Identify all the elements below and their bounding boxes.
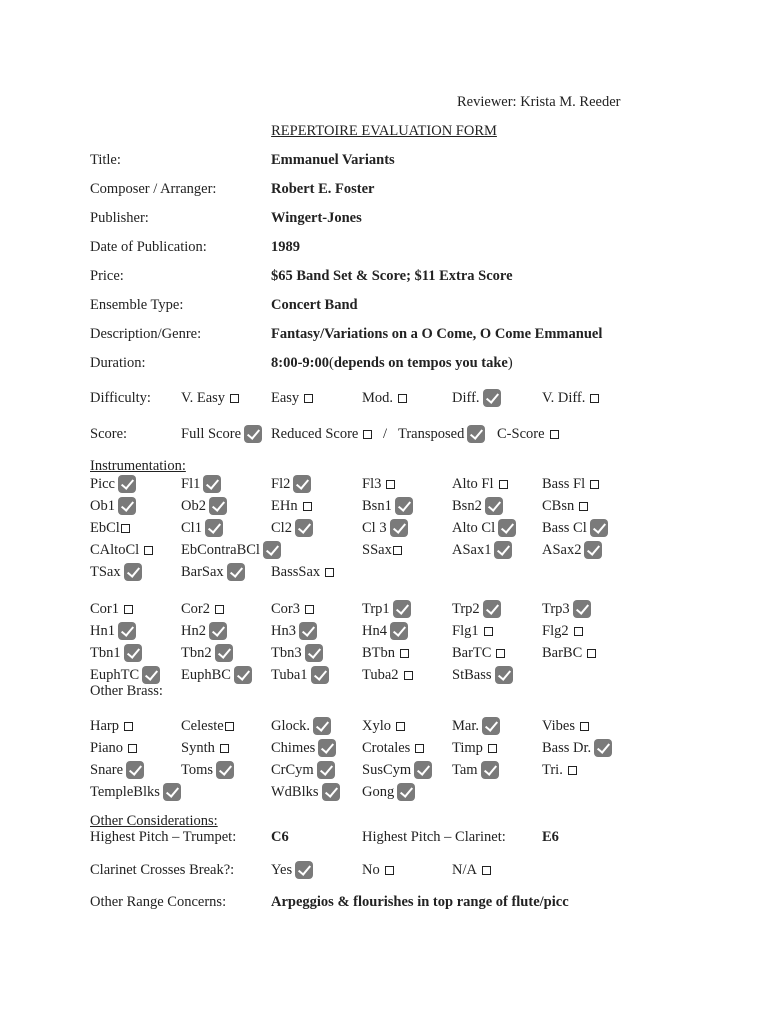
option-label: SusCym [362, 761, 412, 778]
instrument-checkbox[interactable] [90, 539, 153, 561]
field-row [0, 294, 768, 316]
empty-checkbox-icon[interactable] [128, 744, 137, 753]
option-label: Timp [452, 739, 483, 756]
checkmark-icon[interactable] [203, 475, 221, 493]
checkmark-icon[interactable] [483, 600, 501, 618]
option-label: Flg2 [542, 622, 569, 639]
field-value: Fantasy/Variations on a O Come, O Come Emmanuel [271, 325, 603, 342]
other-brass-label: Other Brass: [90, 682, 163, 699]
difficulty-option[interactable] [181, 387, 239, 409]
option-label: Alto Cl [452, 519, 496, 536]
checkmark-icon[interactable] [227, 563, 245, 581]
option-label: Cor3 [271, 600, 300, 617]
option-label: BassSax [271, 563, 321, 580]
instrument-checkbox[interactable] [542, 495, 588, 517]
checkmark-icon[interactable] [482, 717, 500, 735]
option-label: Tbn3 [271, 644, 302, 661]
option-label: Piano [90, 739, 124, 756]
option-label: BarSax [181, 563, 224, 580]
option-label: Ob1 [90, 497, 115, 514]
instrument-checkbox[interactable] [452, 598, 501, 620]
option-label: Hn2 [181, 622, 206, 639]
empty-checkbox-icon[interactable] [121, 524, 130, 533]
instrument-checkbox[interactable] [271, 759, 335, 781]
instrument-checkbox[interactable] [542, 517, 608, 539]
other-considerations-heading: Other Considerations: [90, 812, 218, 829]
instrument-checkbox[interactable] [452, 664, 513, 686]
range-concerns-value: Arpeggios & flourishes in top range of flute/picc [271, 893, 569, 910]
instrument-checkbox[interactable] [452, 517, 516, 539]
instrument-checkbox[interactable] [362, 539, 402, 561]
option-label: V. Diff. [542, 389, 586, 406]
instrument-checkbox[interactable] [542, 539, 602, 561]
option-label: Flg1 [452, 622, 479, 639]
score-separator: / [383, 425, 388, 442]
empty-checkbox-icon[interactable] [590, 480, 599, 489]
instrument-checkbox[interactable] [90, 517, 130, 539]
empty-checkbox-icon[interactable] [363, 430, 372, 439]
instrument-checkbox[interactable] [90, 642, 142, 664]
option-label: Crotales [362, 739, 411, 756]
option-label: Hn1 [90, 622, 115, 639]
empty-checkbox-icon[interactable] [144, 546, 153, 555]
empty-checkbox-icon[interactable] [124, 722, 133, 731]
option-label: Trp1 [362, 600, 390, 617]
checkmark-icon[interactable] [295, 519, 313, 537]
difficulty-option[interactable] [362, 387, 407, 409]
difficulty-option[interactable] [271, 387, 313, 409]
checkmark-icon[interactable] [216, 761, 234, 779]
score-row [0, 423, 768, 445]
option-label: Cl2 [271, 519, 292, 536]
duration-label: Duration: [90, 354, 146, 371]
option-label: Hn4 [362, 622, 387, 639]
difficulty-option[interactable] [542, 387, 599, 409]
field-label: Title: [90, 151, 121, 168]
instrument-checkbox[interactable] [90, 737, 137, 759]
option-label: Tam [452, 761, 478, 778]
checkmark-icon[interactable] [390, 622, 408, 640]
instrument-checkbox[interactable] [362, 715, 405, 737]
instrument-checkbox[interactable] [542, 598, 591, 620]
empty-checkbox-icon[interactable] [587, 649, 596, 658]
checkmark-icon[interactable] [293, 475, 311, 493]
clarinet-break-option[interactable] [452, 859, 491, 881]
empty-checkbox-icon[interactable] [579, 502, 588, 511]
instrument-checkbox[interactable] [271, 495, 312, 517]
option-label: EuphTC [90, 666, 140, 683]
duration-paren-close: ) [507, 354, 513, 371]
option-label: Alto Fl [452, 475, 494, 492]
clarinet-break-option[interactable] [271, 859, 313, 881]
option-label: Trp3 [542, 600, 570, 617]
duration-value: 8:00-9:00 [271, 354, 329, 371]
option-label: Cor2 [181, 600, 210, 617]
instrument-checkbox[interactable] [452, 539, 512, 561]
option-label: ASax2 [542, 541, 582, 558]
empty-checkbox-icon[interactable] [482, 866, 491, 875]
instrument-checkbox[interactable] [181, 539, 281, 561]
score-full-label: Full Score [181, 425, 242, 442]
instrument-checkbox[interactable] [181, 620, 227, 642]
option-label: V. Easy [181, 389, 226, 406]
instrument-checkbox[interactable] [181, 517, 223, 539]
checkmark-icon[interactable] [322, 783, 340, 801]
instrument-checkbox[interactable] [271, 473, 311, 495]
empty-checkbox-icon[interactable] [499, 480, 508, 489]
instrument-checkbox[interactable] [90, 620, 136, 642]
option-label: Fl2 [271, 475, 291, 492]
empty-checkbox-icon[interactable] [404, 671, 413, 680]
clarinet-break-label: Clarinet Crosses Break?: [90, 861, 235, 878]
option-label: CAltoCl [90, 541, 140, 558]
checkmark-icon[interactable] [311, 666, 329, 684]
difficulty-row [0, 387, 768, 409]
score-option-full[interactable] [181, 423, 262, 445]
empty-checkbox-icon[interactable] [215, 605, 224, 614]
checkmark-icon[interactable] [209, 497, 227, 515]
instrument-checkbox[interactable] [542, 620, 583, 642]
field-value: 1989 [271, 238, 300, 255]
instrument-checkbox[interactable] [452, 495, 503, 517]
instrument-checkbox[interactable] [271, 737, 336, 759]
score-cscore-label: C-Score [497, 425, 545, 442]
option-label: Cl1 [181, 519, 202, 536]
checkmark-icon[interactable] [584, 541, 602, 559]
range-concerns-label: Other Range Concerns: [90, 893, 227, 910]
empty-checkbox-icon[interactable] [484, 627, 493, 636]
range-concerns-row [0, 891, 768, 913]
checkmark-icon[interactable] [390, 519, 408, 537]
checkmark-icon[interactable] [205, 519, 223, 537]
empty-checkbox-icon[interactable] [415, 744, 424, 753]
option-label: CBsn [542, 497, 575, 514]
field-label: Composer / Arranger: [90, 180, 217, 197]
empty-checkbox-icon[interactable] [220, 744, 229, 753]
option-label: Glock. [271, 717, 311, 734]
checkmark-icon[interactable] [495, 666, 513, 684]
checkmark-icon[interactable] [414, 761, 432, 779]
checkmark-icon[interactable] [263, 541, 281, 559]
instrument-checkbox[interactable] [452, 473, 508, 495]
empty-checkbox-icon[interactable] [400, 649, 409, 658]
checkmark-icon[interactable] [118, 475, 136, 493]
checkmark-icon[interactable] [317, 761, 335, 779]
option-label: EHn [271, 497, 298, 514]
instrument-checkbox[interactable] [452, 737, 497, 759]
instrument-checkbox[interactable] [362, 620, 408, 642]
option-label: EbContraBCl [181, 541, 260, 558]
option-label: TempleBlks [90, 783, 160, 800]
checkmark-icon[interactable] [124, 563, 142, 581]
clarinet-break-row [0, 859, 768, 881]
instrument-checkbox[interactable] [90, 759, 144, 781]
instrument-checkbox[interactable] [362, 517, 408, 539]
clarinet-pitch-label: Highest Pitch – Clarinet: [362, 828, 506, 845]
empty-checkbox-icon[interactable] [304, 394, 313, 403]
score-transposed-label: Transposed [398, 425, 465, 442]
checkmark-icon[interactable] [124, 644, 142, 662]
checkmark-icon[interactable] [494, 541, 512, 559]
instrument-checkbox[interactable] [271, 561, 334, 583]
option-label: CrCym [271, 761, 314, 778]
instrument-checkbox[interactable] [271, 642, 323, 664]
instrument-checkbox[interactable] [271, 781, 340, 803]
field-row [0, 323, 768, 345]
instrument-checkbox[interactable] [362, 642, 409, 664]
score-option-reduced[interactable] [271, 423, 372, 445]
option-label: Celeste [181, 717, 224, 734]
option-label: No [362, 861, 380, 878]
score-label: Score: [90, 425, 128, 442]
duration-note: depends on tempos you take [333, 354, 508, 371]
difficulty-option[interactable] [452, 387, 501, 409]
option-label: EuphBC [181, 666, 231, 683]
field-label: Ensemble Type: [90, 296, 184, 313]
field-row [0, 207, 768, 229]
score-reduced-label: Reduced Score [271, 425, 359, 442]
option-label: Snare [90, 761, 124, 778]
option-label: Tbn1 [90, 644, 121, 661]
field-row [0, 149, 768, 171]
option-label: Toms [181, 761, 214, 778]
option-label: Gong [362, 783, 395, 800]
field-row [0, 178, 768, 200]
instrument-checkbox[interactable] [181, 561, 245, 583]
empty-checkbox-icon[interactable] [225, 722, 234, 731]
checkmark-icon[interactable] [126, 761, 144, 779]
instrument-checkbox[interactable] [271, 664, 329, 686]
field-label: Description/Genre: [90, 325, 202, 342]
empty-checkbox-icon[interactable] [580, 722, 589, 731]
instrument-checkbox[interactable] [181, 715, 234, 737]
instrument-checkbox[interactable] [362, 759, 432, 781]
duration-row [0, 352, 768, 374]
trumpet-pitch-value: C6 [271, 828, 289, 845]
option-label: Trp2 [452, 600, 480, 617]
option-label: TSax [90, 563, 121, 580]
checkmark-icon[interactable] [483, 389, 501, 407]
instrument-checkbox[interactable] [542, 642, 596, 664]
checkmark-icon[interactable] [313, 717, 331, 735]
empty-checkbox-icon[interactable] [396, 722, 405, 731]
form-title: REPERTOIRE EVALUATION FORM [271, 123, 497, 139]
checkmark-icon[interactable] [467, 425, 485, 443]
instrument-checkbox[interactable] [181, 642, 233, 664]
empty-checkbox-icon[interactable] [386, 480, 395, 489]
option-label: Bass Fl [542, 475, 586, 492]
checkmark-icon[interactable] [393, 600, 411, 618]
option-label: BarBC [542, 644, 583, 661]
checkmark-icon[interactable] [481, 761, 499, 779]
instrument-checkbox[interactable] [181, 664, 252, 686]
reviewer-line: Reviewer: Krista M. Reeder [457, 93, 621, 110]
field-value: Wingert-Jones [271, 209, 362, 226]
option-label: Diff. [452, 389, 480, 406]
field-value: Emmanuel Variants [271, 151, 395, 168]
empty-checkbox-icon[interactable] [568, 766, 577, 775]
option-label: StBass [452, 666, 492, 683]
checkmark-icon[interactable] [485, 497, 503, 515]
checkmark-icon[interactable] [244, 425, 262, 443]
option-label: Tuba2 [362, 666, 399, 683]
option-label: Tri. [542, 761, 563, 778]
option-label: Synth [181, 739, 215, 756]
field-value: Robert E. Foster [271, 180, 375, 197]
option-label: SSax [362, 541, 392, 558]
option-label: Picc [90, 475, 115, 492]
option-label: Harp [90, 717, 119, 734]
instrument-checkbox[interactable] [271, 715, 331, 737]
checkmark-icon[interactable] [209, 622, 227, 640]
clarinet-pitch-value: E6 [542, 828, 559, 845]
empty-checkbox-icon[interactable] [305, 605, 314, 614]
instrument-checkbox[interactable] [90, 781, 181, 803]
option-label: Bsn1 [362, 497, 392, 514]
field-value: Concert Band [271, 296, 358, 313]
instrument-checkbox[interactable] [362, 737, 424, 759]
instrument-checkbox[interactable] [452, 715, 500, 737]
instrument-checkbox[interactable] [90, 495, 136, 517]
instrument-checkbox[interactable] [181, 495, 227, 517]
difficulty-label: Difficulty: [90, 389, 151, 406]
instrument-checkbox[interactable] [90, 561, 142, 583]
option-label: Bass Cl [542, 519, 587, 536]
clarinet-break-option[interactable] [362, 859, 394, 881]
instrument-checkbox[interactable] [181, 473, 221, 495]
instrument-checkbox[interactable] [181, 759, 234, 781]
score-option-cscore[interactable] [497, 423, 559, 445]
instrument-checkbox[interactable] [542, 715, 589, 737]
instrument-checkbox[interactable] [271, 517, 313, 539]
empty-checkbox-icon[interactable] [393, 546, 402, 555]
instrument-checkbox[interactable] [181, 598, 224, 620]
empty-checkbox-icon[interactable] [325, 568, 334, 577]
instrument-checkbox[interactable] [362, 664, 413, 686]
checkmark-icon[interactable] [299, 622, 317, 640]
option-label: BarTC [452, 644, 492, 661]
instrument-checkbox[interactable] [271, 598, 314, 620]
option-label: EbCl [90, 519, 120, 536]
option-label: ASax1 [452, 541, 492, 558]
checkmark-icon[interactable] [234, 666, 252, 684]
instrument-checkbox[interactable] [542, 737, 612, 759]
instrument-checkbox[interactable] [362, 495, 413, 517]
option-label: Mod. [362, 389, 394, 406]
empty-checkbox-icon[interactable] [574, 627, 583, 636]
instrument-checkbox[interactable] [452, 759, 499, 781]
option-label: Fl1 [181, 475, 201, 492]
option-label: Yes [271, 861, 293, 878]
option-label: BTbn [362, 644, 396, 661]
empty-checkbox-icon[interactable] [550, 430, 559, 439]
option-label: Vibes [542, 717, 575, 734]
option-label: Bass Dr. [542, 739, 592, 756]
duration-paren-open: ( [329, 354, 334, 371]
option-label: Fl3 [362, 475, 382, 492]
empty-checkbox-icon[interactable] [488, 744, 497, 753]
option-label: Xylo [362, 717, 391, 734]
checkmark-icon[interactable] [163, 783, 181, 801]
field-label: Price: [90, 267, 124, 284]
field-label: Publisher: [90, 209, 149, 226]
empty-checkbox-icon[interactable] [385, 866, 394, 875]
option-label: Cor1 [90, 600, 119, 617]
instrumentation-heading: Instrumentation: [90, 457, 186, 474]
field-row [0, 265, 768, 287]
option-label: WdBlks [271, 783, 319, 800]
instrument-checkbox[interactable] [542, 473, 599, 495]
checkmark-icon[interactable] [215, 644, 233, 662]
option-label: Ob2 [181, 497, 206, 514]
empty-checkbox-icon[interactable] [124, 605, 133, 614]
option-label: Hn3 [271, 622, 296, 639]
highest-pitch-row [0, 826, 768, 848]
checkmark-icon[interactable] [118, 497, 136, 515]
empty-checkbox-icon[interactable] [590, 394, 599, 403]
checkmark-icon[interactable] [590, 519, 608, 537]
checkmark-icon[interactable] [118, 622, 136, 640]
instrument-checkbox[interactable] [452, 620, 493, 642]
option-label: Cl 3 [362, 519, 387, 536]
instrument-checkbox[interactable] [362, 598, 411, 620]
instrument-checkbox[interactable] [271, 620, 317, 642]
checkmark-icon[interactable] [295, 861, 313, 879]
checkmark-icon[interactable] [395, 497, 413, 515]
instrument-checkbox[interactable] [90, 598, 133, 620]
option-label: Bsn2 [452, 497, 482, 514]
trumpet-pitch-label: Highest Pitch – Trumpet: [90, 828, 237, 845]
empty-checkbox-icon[interactable] [230, 394, 239, 403]
checkmark-icon[interactable] [498, 519, 516, 537]
instrument-checkbox[interactable] [362, 473, 395, 495]
instrument-checkbox[interactable] [452, 642, 505, 664]
option-label: Chimes [271, 739, 316, 756]
option-label: Mar. [452, 717, 479, 734]
option-label: Tuba1 [271, 666, 308, 683]
checkmark-icon[interactable] [594, 739, 612, 757]
empty-checkbox-icon[interactable] [303, 502, 312, 511]
instrument-checkbox[interactable] [181, 737, 229, 759]
checkmark-icon[interactable] [573, 600, 591, 618]
checkmark-icon[interactable] [305, 644, 323, 662]
field-value: $65 Band Set & Score; $11 Extra Score [271, 267, 513, 284]
instrument-checkbox[interactable] [362, 781, 415, 803]
instrument-checkbox[interactable] [90, 473, 136, 495]
option-label: N/A [452, 861, 477, 878]
option-label: Easy [271, 389, 300, 406]
instrument-checkbox[interactable] [542, 759, 577, 781]
instrument-checkbox[interactable] [90, 715, 133, 737]
field-label: Date of Publication: [90, 238, 207, 255]
empty-checkbox-icon[interactable] [496, 649, 505, 658]
field-row [0, 236, 768, 258]
empty-checkbox-icon[interactable] [398, 394, 407, 403]
checkmark-icon[interactable] [318, 739, 336, 757]
option-label: Tbn2 [181, 644, 212, 661]
checkmark-icon[interactable] [397, 783, 415, 801]
score-option-transposed[interactable] [398, 423, 485, 445]
